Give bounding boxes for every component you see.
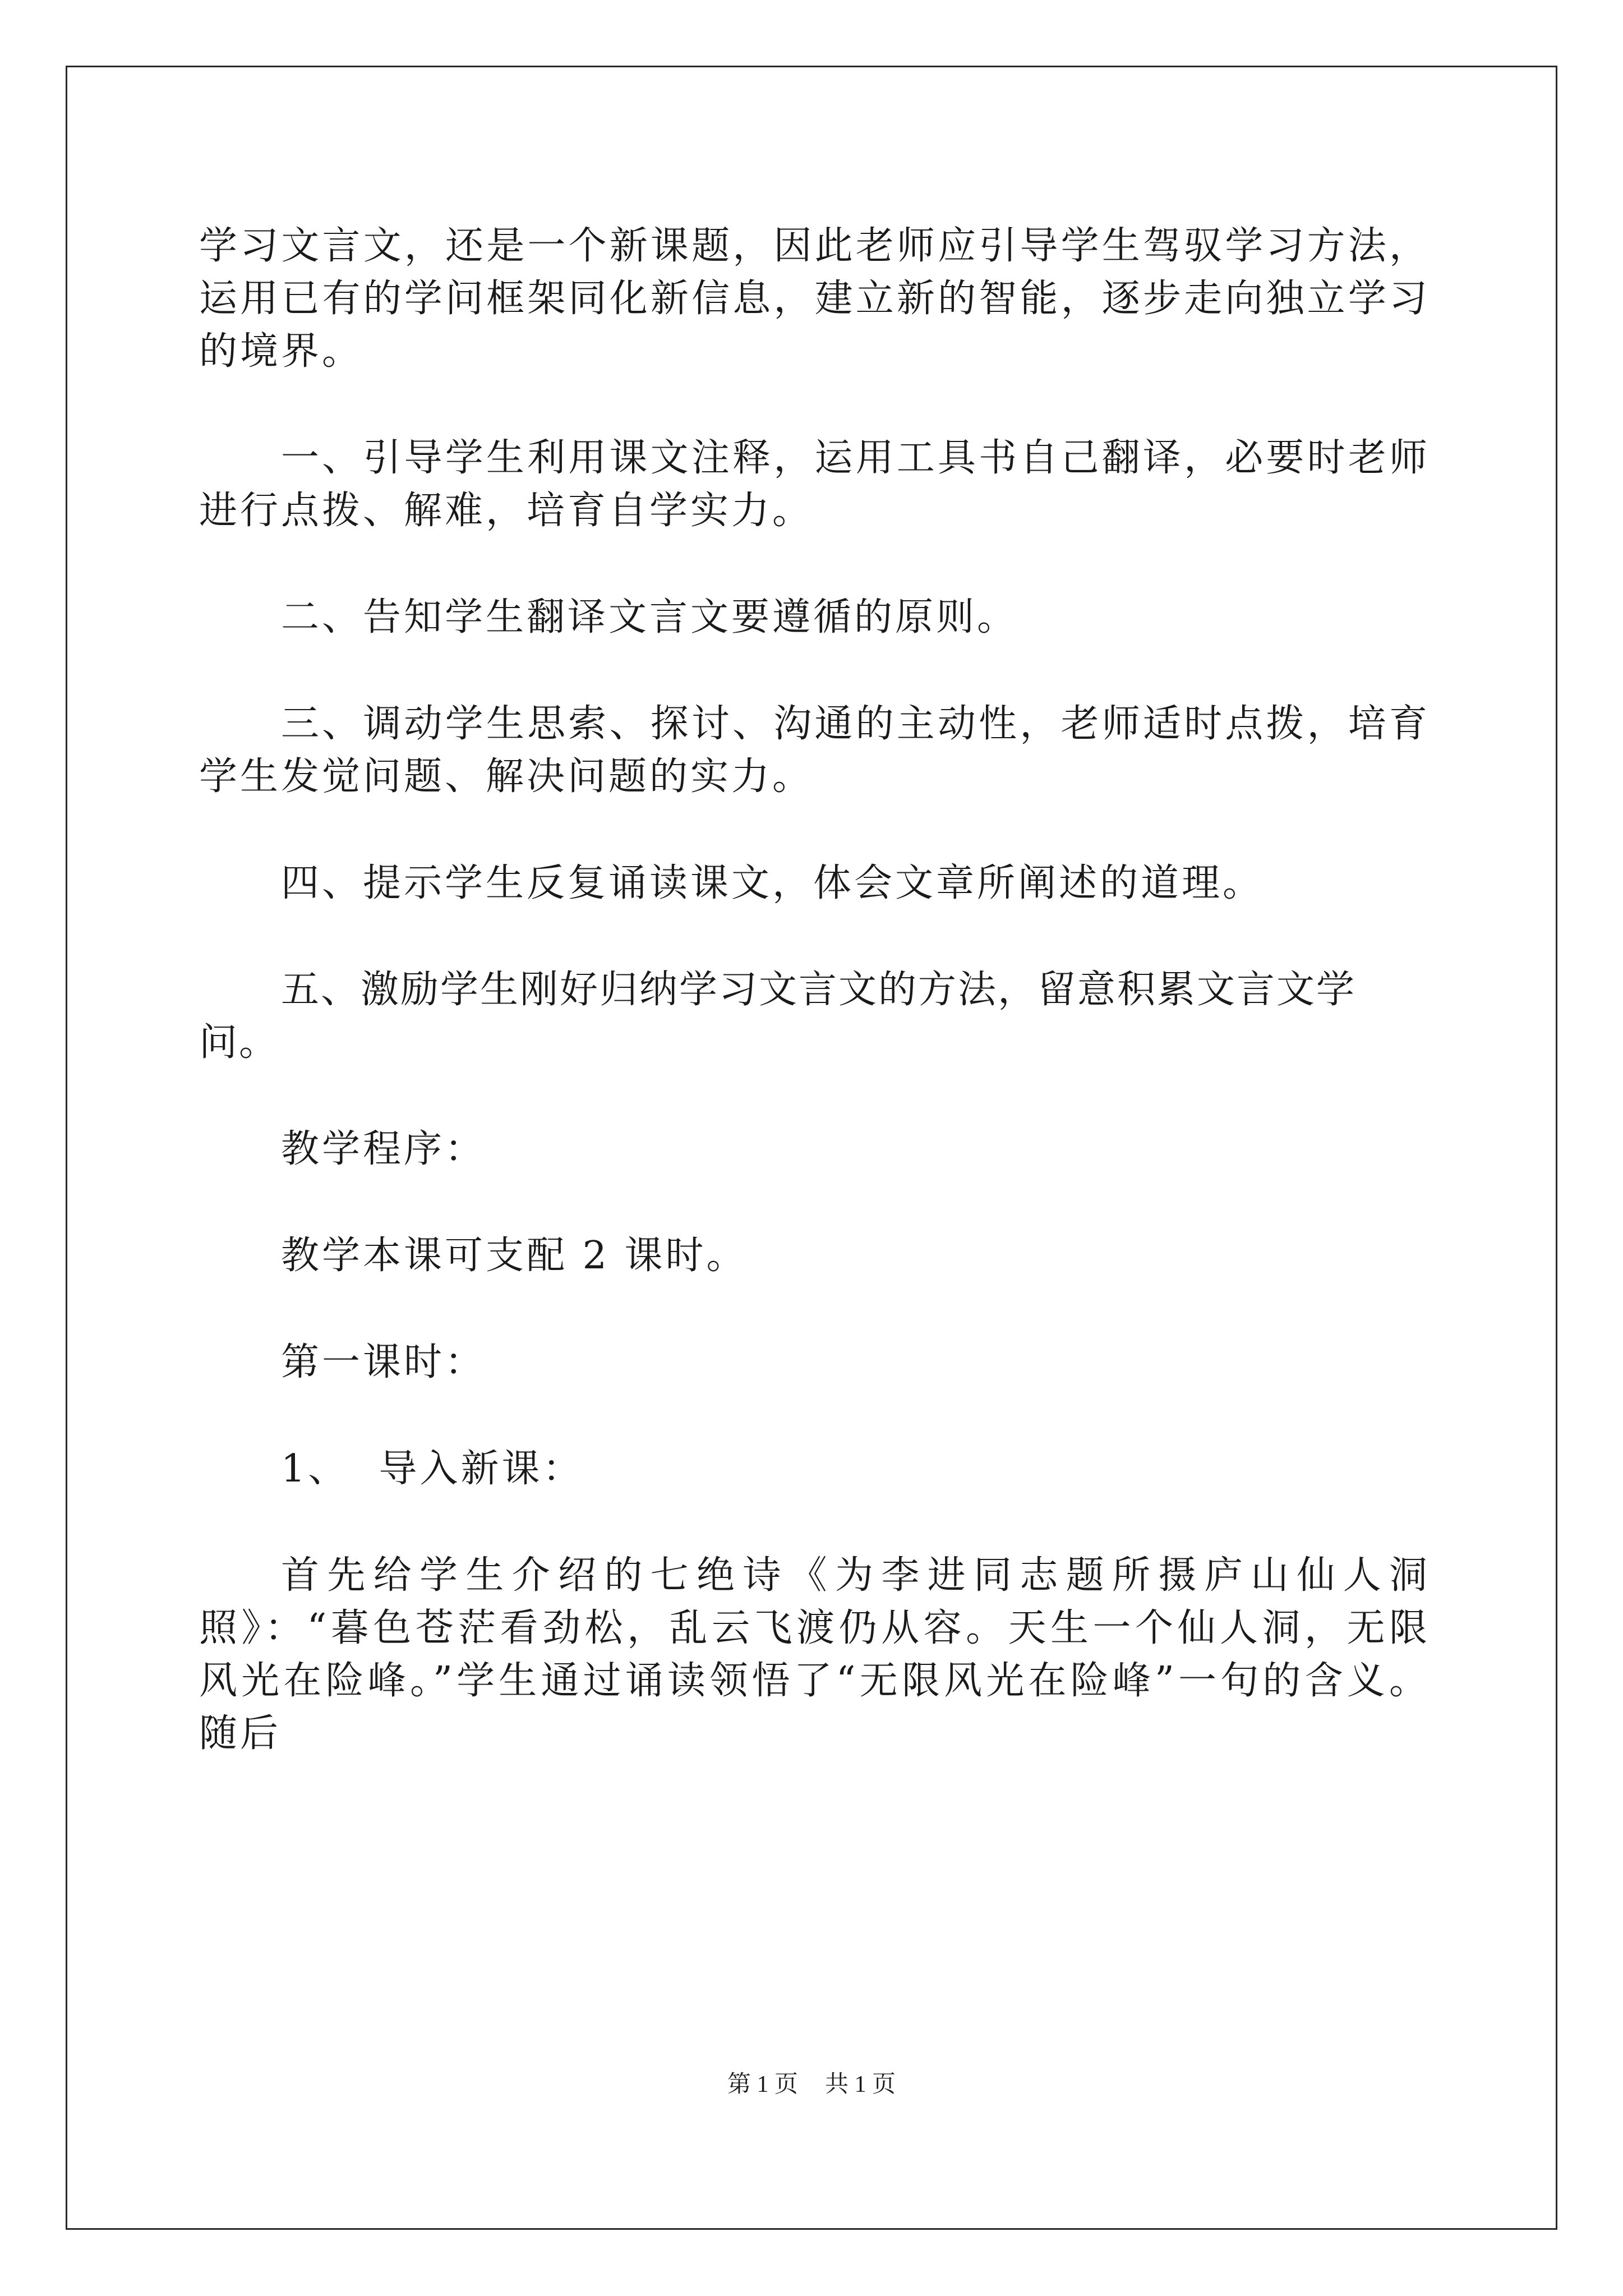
page-total: 共 1 页 bbox=[825, 2072, 896, 2097]
page-number: 第 1 页 bbox=[727, 2072, 798, 2097]
paragraph-intro-new-lesson: 1、 导入新课： bbox=[281, 1447, 584, 1491]
paragraph-teaching-procedure: 教学程序： bbox=[281, 1127, 486, 1171]
paragraph-poem-intro: 首先给学生介绍的七绝诗《为李进同志题所摄庐山仙人洞照》：“暮色苍茫看劲松，乱云飞渡仍从容。天生一个仙人洞，无限风光在险峰。”学生通过诵读领悟了“无限风光在险峰”一句的含义。随后 bbox=[199, 1553, 1430, 1756]
paragraph-point-4: 四、提示学生反复诵读课文，体会文章所阐述的道理。 bbox=[281, 861, 1264, 905]
paragraph-point-2: 二、告知学生翻译文言文要遵循的原则。 bbox=[281, 595, 1018, 639]
paragraph-point-3: 三、调动学生思索、探讨、沟通的主动性，老师适时点拨，培育学生发觉问题、解决问题的实力。 bbox=[199, 702, 1430, 799]
paragraph-intro: 学习文言文，还是一个新课题，因此老师应引导学生驾驭学习方法，运用已有的学问框架同化新信息，建立新的智能，逐步走向独立学习的境界。 bbox=[199, 224, 1430, 374]
document-body bbox=[199, 220, 1430, 1814]
page-footer bbox=[0, 2065, 1623, 2099]
paragraph-point-5: 五、激励学生刚好归纳学习文言文的方法，留意积累文言文学问。 bbox=[199, 968, 1357, 1065]
paragraph-point-1: 一、引导学生利用课文注释，运用工具书自己翻译，必要时老师进行点拨、解难，培育自学实力。 bbox=[199, 436, 1430, 533]
paragraph-first-lesson: 第一课时： bbox=[281, 1340, 486, 1384]
paragraph-class-hours: 教学本课可支配 2 课时。 bbox=[281, 1234, 748, 1278]
